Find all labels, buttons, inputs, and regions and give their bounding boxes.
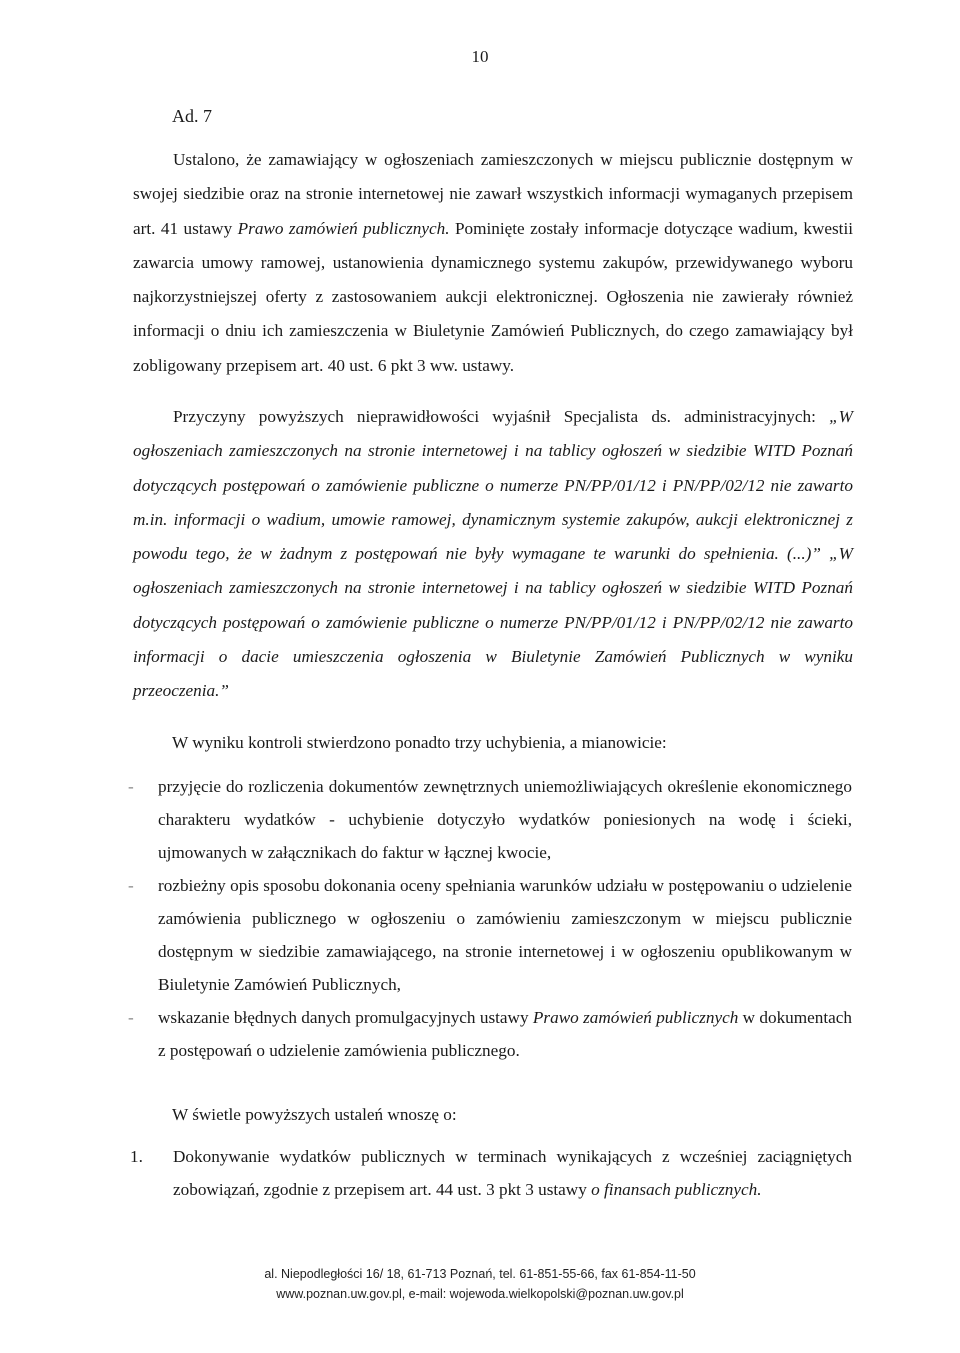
paragraph-additional-findings: W wyniku kontroli stwierdzono ponadto trzy uchybienia, a mianowicie: [172,733,667,752]
list-item-text: wskazanie błędnych danych promulgacyjnych ustawy [158,1008,533,1027]
paragraph-requests: W świetle powyższych ustaleń wnoszę o: [172,1105,457,1124]
dash-marker: - [128,1008,134,1027]
findings-list [130,770,852,1067]
paragraph-findings [133,143,853,383]
explanation-intro: Przyczyny powyższych nieprawidłowości wyjaśnił Specjalista ds. administracyjnych: [173,407,830,426]
paragraph-explanation [133,400,853,709]
list-item [130,869,852,1001]
law-title-italic: o finansach publicznych. [591,1180,762,1199]
law-title-italic: Prawo zamówień publicznych. [237,218,450,238]
requests-list [130,1140,852,1206]
footer-contact: www.poznan.uw.gov.pl, e-mail: wojewoda.wielkopolski@poznan.uw.gov.pl [276,1287,684,1301]
quote-2: „W ogłoszeniach zamieszczonych na stronie internetowej i na tablicy ogłoszeń w siedzibie WITD Poznań dotyczących postępowań o zamówienie publiczne o numerze PN/PP/01/12 i PN/PP/02/12 nie zawarto informacji o dacie umieszczenia ogłoszenia w Biuletynie Zamówień Publicznych w wyniku przeoczenia.” [133,544,853,701]
paragraph-text: Pominięte zostały informacje dotyczące wadium, kwestii zawarcia umowy ramowej, ustanowienia dynamicznego systemu zakupów, przewidywanego wyboru najkorzystniejszej oferty z zastosowaniem aukcji elektronicznej. Ogłoszenia nie zawierały również informacji o dniu ich zamieszczenia w Biuletynie Zamówień Publicznych, do czego zamawiający był zobligowany przepisem art. 40 ust. 6 pkt 3 ww. ustawy. [133,218,854,375]
numbered-item [130,1140,852,1206]
paragraph-text: Ustalono, że zamawiający w ogłoszeniach zamieszczonych w miejscu publicznie dostępnym w swojej siedzibie oraz na stronie internetowej nie zawarł wszystkich informacji wymaganych przepisem art. 41 ustawy [133,150,853,238]
dash-marker: - [128,876,134,895]
list-item-text: w dokumentach z postępowań o udzielenie zamówienia publicznego. [158,1008,852,1060]
law-title-italic: Prawo zamówień publicznych [532,1008,739,1027]
page-number: 10 [471,47,489,66]
list-item [130,1001,852,1067]
footer-address: al. Niepodległości 16/ 18, 61-713 Poznań, tel. 61-851-55-66, fax 61-854-11-50 [264,1267,696,1281]
section-heading: Ad. 7 [172,106,212,126]
list-item-text: przyjęcie do rozliczenia dokumentów zewnętrznych uniemożliwiających określenie ekonomicznego charakteru wydatków - uchybienie dotyczyło wydatków poniesionych na wodę i ścieki, ujmowanych w załącznikach do faktur w łącznej kwocie, [158,777,852,862]
dash-marker: - [128,777,134,796]
list-item-text: rozbieżny opis sposobu dokonania oceny spełniania warunków udziału w postępowaniu o udzielenie zamówienia publicznego w ogłoszeniu o zamówieniu zamieszczonym w miejscu publicznie dostępnym w siedzibie zamawiającego, na stronie internetowej i w ogłoszeniu opublikowanym w Biuletynie Zamówień Publicznych, [158,876,852,994]
list-item [130,770,852,869]
item-number: 1. [130,1147,143,1166]
quote-1: „W ogłoszeniach zamieszczonych na stronie internetowej i na tablicy ogłoszeń w siedzibie WITD Poznań dotyczących postępowań o zamówienie publiczne o numerze PN/PP/01/12 i PN/PP/02/12 nie zawarto m.in. informacji o wadium, umowie ramowej, dynamicznym systemie zakupów, aukcji elektronicznej z powodu tego, że w żadnym z postępowań nie były wymagane te warunki do spełnienia. (...)” [133,407,853,564]
numbered-item-text: Dokonywanie wydatków publicznych w terminach wynikających z wcześniej zaciągniętych zobowiązań, zgodnie z przepisem art. 44 ust. 3 pkt 3 ustawy [173,1147,852,1199]
page-footer [0,1264,960,1304]
